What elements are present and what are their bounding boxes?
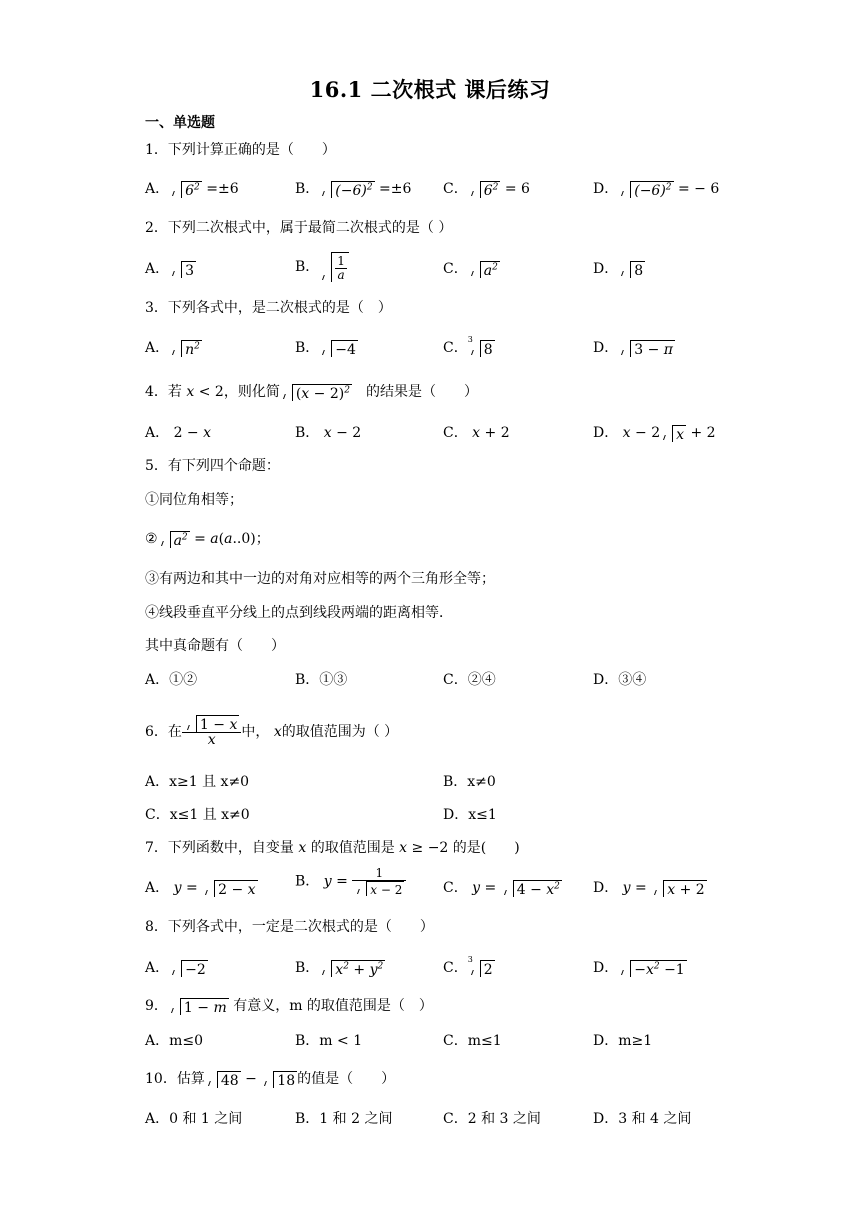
option-d[interactable]: D． 8	[593, 261, 644, 279]
option-b[interactable]: B．x≠0	[443, 774, 496, 790]
option-d[interactable]: D．x≤1	[443, 807, 497, 823]
question-4: 4．若 x < 2，则化简 $(x - 2)^2$ 的结果是（ ）	[145, 384, 478, 402]
option-c[interactable]: C． x + 2	[443, 425, 510, 441]
options-7	[145, 866, 795, 901]
question-5-ask: 其中真命题有（ ）	[145, 638, 285, 654]
question-10: 10．估算 48 − 18 的值是（ ）	[145, 1071, 396, 1089]
option-a[interactable]: A．①②	[145, 672, 198, 688]
question-number: 4．	[145, 384, 168, 400]
option-a[interactable]: A． 3	[145, 261, 195, 279]
question-number: 6．	[145, 724, 168, 740]
options-9	[145, 1030, 795, 1054]
option-a[interactable]: A．0 和 1 之间	[145, 1111, 243, 1127]
option-a[interactable]: A．x≥1 且 x≠0	[145, 774, 250, 790]
question-number: 1．	[145, 142, 168, 158]
option-b[interactable]: B． $\frac{1}{a}$	[295, 252, 349, 282]
options-6-row1	[145, 771, 795, 795]
options-2	[145, 254, 795, 283]
option-b[interactable]: B．1 和 2 之间	[295, 1111, 393, 1127]
question-9: 9． 1 − m 有意义，m 的取值范围是（ ）	[145, 998, 433, 1016]
question-8	[145, 917, 434, 937]
question-1	[145, 140, 336, 160]
section-heading: 一、单选题	[145, 115, 215, 131]
option-b[interactable]: B． −4	[295, 340, 356, 358]
question-stem: 下列各式中，是二次根式的是（ ）	[167, 300, 392, 316]
option-d[interactable]: D． 3 − π	[593, 340, 673, 358]
option-b[interactable]: B． x − 2	[295, 425, 362, 441]
question-5	[145, 456, 280, 476]
question-stem: 下列各式中，一定是二次根式的是（ ）	[167, 919, 434, 935]
proposition-3: ③有两边和其中一边的对角对应相等的两个三角形全等；	[145, 571, 495, 587]
option-a[interactable]: A． −2	[145, 960, 206, 978]
option-b[interactable]: B． $x^2 + y^2$	[295, 960, 384, 978]
option-a[interactable]: A． $n^2$	[145, 340, 200, 358]
option-a[interactable]: A． $6^2 =\pm 6$	[145, 181, 239, 199]
question-stem: 下列二次根式中，属于最简二次根式的是（ ）	[167, 220, 453, 236]
question-number: 10．	[145, 1071, 177, 1087]
options-3	[145, 334, 795, 361]
options-1	[145, 178, 795, 202]
option-a[interactable]: A．m≤0	[145, 1033, 204, 1049]
option-a[interactable]: A． 2 − x	[145, 425, 212, 441]
option-b[interactable]: B． $(-6)^2 =\pm 6$	[295, 181, 412, 199]
question-stem: 有下列四个命题：	[167, 458, 280, 474]
option-d[interactable]: D． x − 2 x + 2	[593, 425, 716, 443]
question-2	[145, 218, 452, 238]
question-number: 2．	[145, 220, 168, 236]
option-d[interactable]: D．③④	[593, 672, 647, 688]
option-c[interactable]: C． 3 2	[443, 954, 493, 978]
option-a[interactable]: A． y = 2 − x	[145, 880, 256, 898]
option-b[interactable]: B． y = $\frac{1}{x - 2}$	[295, 867, 406, 896]
option-d[interactable]: D． y = x + 2	[593, 880, 705, 898]
option-c[interactable]: C．②④	[443, 672, 496, 688]
option-c[interactable]: C． $y = 4 - x^2$	[443, 880, 560, 898]
options-10	[145, 1108, 795, 1132]
option-d[interactable]: D．m≥1	[593, 1033, 653, 1049]
proposition-1: ①同位角相等；	[145, 492, 243, 508]
option-c[interactable]: C． $6^2 = 6$	[443, 181, 530, 199]
options-8	[145, 954, 795, 981]
question-3	[145, 298, 392, 318]
question-number: 9．	[145, 998, 168, 1014]
question-7: 7．下列函数中，自变量 x 的取值范围是 x ≥ −2 的是( )	[145, 840, 520, 856]
question-number: 3．	[145, 300, 168, 316]
question-number: 8．	[145, 919, 168, 935]
options-5	[145, 669, 795, 693]
option-c[interactable]: C．m≤1	[443, 1033, 502, 1049]
option-c[interactable]: C． 3 8	[443, 334, 493, 358]
options-4	[145, 422, 795, 446]
option-d[interactable]: D．3 和 4 之间	[593, 1111, 692, 1127]
option-b[interactable]: B．①③	[295, 672, 348, 688]
option-b[interactable]: B．m < 1	[295, 1033, 363, 1049]
question-number: 7．	[145, 840, 168, 856]
option-c[interactable]: C．2 和 3 之间	[443, 1111, 541, 1127]
question-6: 6．在 $\frac{1 - x}{x}$ 中， x的取值范围为（ ）	[145, 717, 399, 749]
question-number: 5．	[145, 458, 168, 474]
proposition-2: ② $a^2 = a(a..0)$；	[145, 531, 270, 549]
page-title: 16.1 二次根式 课后练习	[309, 77, 551, 102]
option-d[interactable]: D． $-x^2 -1$	[593, 960, 685, 978]
option-c[interactable]: C． $a^2$	[443, 261, 498, 279]
proposition-4: ④线段垂直平分线上的点到线段两端的距离相等．	[145, 605, 453, 621]
option-d[interactable]: D． $(-6)^2$ = − 6	[593, 181, 720, 199]
option-c[interactable]: C．x≤1 且 x≠0	[145, 807, 250, 823]
options-6-row2	[145, 804, 795, 828]
question-stem: 下列计算正确的是（ ）	[167, 142, 336, 158]
